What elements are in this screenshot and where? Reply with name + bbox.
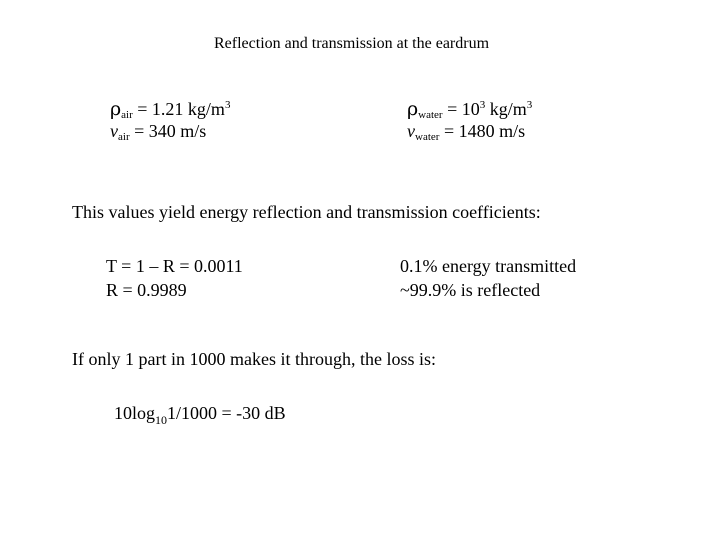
water-density-value: = 10 [442,99,480,119]
transmitted-text: 0.1% energy transmitted [400,256,577,276]
water-speed-subscript: water [415,131,440,143]
air-speed-line [110,120,230,142]
loss-equation [114,402,286,427]
water-density-exponent: 3 [479,99,486,111]
air-density-subscript: air [121,109,133,121]
water-density-unit: kg/m [485,99,527,119]
loss-prefix: 10log [114,403,156,423]
water-density-unit-exponent: 3 [526,99,533,111]
slide-title: Reflection and transmission at the eardrum [214,35,490,52]
loss-intro-text: If only 1 part in 1000 makes it through, the loss is: [72,349,436,369]
air-properties [110,98,230,142]
v-symbol: v [407,121,415,141]
log-base-subscript: 10 [155,413,168,427]
water-speed-value: = 1480 m/s [439,121,526,141]
coefficient-block [106,254,243,302]
air-speed-value: = 340 m/s [129,121,207,141]
air-density-line [110,98,230,120]
air-density-value: = 1.21 kg/m [132,99,225,119]
water-density-subscript: water [418,109,443,121]
v-symbol: v [110,121,118,141]
air-speed-subscript: air [118,131,130,143]
water-properties [407,98,532,142]
reflection-coefficient: R = 0.9989 [106,280,187,300]
water-speed-line [407,120,532,142]
rho-symbol: ρ [110,98,122,120]
air-density-exponent: 3 [224,99,231,111]
water-density-line [407,98,532,120]
rho-symbol: ρ [407,98,419,120]
intro-text: This values yield energy reflection and transmission coefficients: [72,202,541,222]
loss-suffix: 1/1000 = -30 dB [167,403,286,423]
results-block [400,254,576,302]
transmission-coefficient: T = 1 – R = 0.0011 [106,256,243,276]
reflected-text: ~99.9% is reflected [400,280,541,300]
